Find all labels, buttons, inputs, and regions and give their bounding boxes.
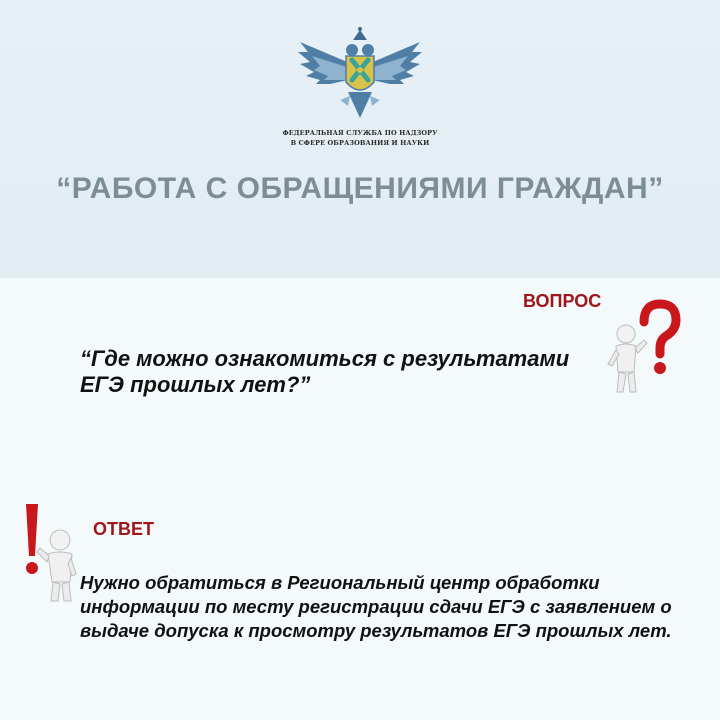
page-title: “РАБОТА С ОБРАЩЕНИЯМИ ГРАЖДАН”: [56, 172, 664, 205]
question-mark-figure-icon: [604, 296, 684, 396]
agency-name-line-1: ФЕДЕРАЛЬНАЯ СЛУЖБА ПО НАДЗОРУ: [282, 129, 438, 137]
question-text: “Где можно ознакомиться с результатами ЕГЭ прошлых лет?”: [80, 346, 570, 397]
answer-text: Нужно обратиться в Региональный центр обработки информации по месту регистрации сдачи ЕГЭ с заявлением о выдаче допуска к просмотру результатов ЕГЭ прошлых лет.: [80, 572, 672, 641]
answer-label: ОТВЕТ: [93, 519, 154, 539]
agency-name: [250, 128, 470, 148]
agency-name-line-2: В СФЕРЕ ОБРАЗОВАНИЯ И НАУКИ: [290, 139, 430, 147]
eagle-emblem-icon: [290, 22, 430, 122]
header-section: [0, 0, 720, 278]
question-label: ВОПРОС: [523, 291, 602, 311]
exclamation-mark-figure-icon: [18, 498, 88, 603]
